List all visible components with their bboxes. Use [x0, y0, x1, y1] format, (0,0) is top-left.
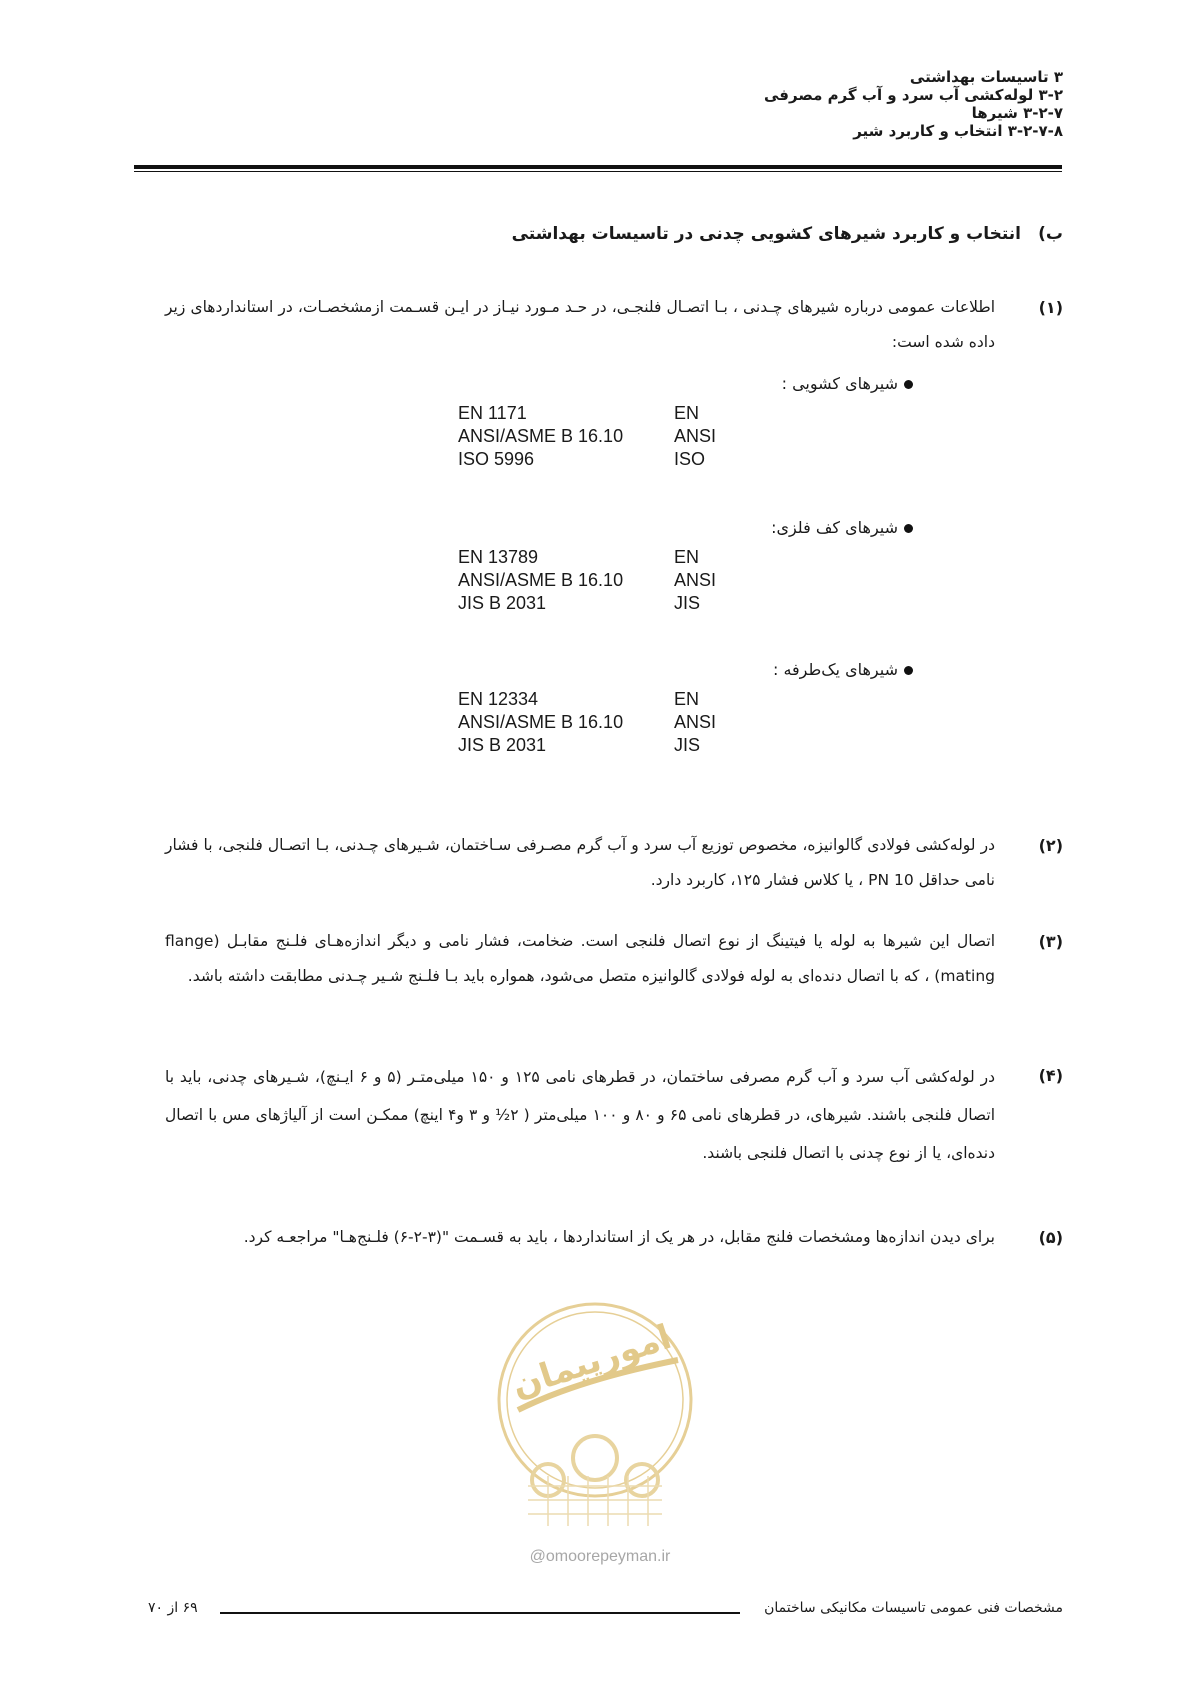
- header-line-2: ۳-۲ لوله‌کشی آب سرد و آب گرم مصرفی: [763, 86, 1063, 104]
- standard-codes: [458, 688, 623, 757]
- header-line-4: ۳-۲-۷-۸ انتخاب و کاربرد شیر: [853, 122, 1063, 140]
- footer-title: مشخصات فنی عمومی تاسیسات مکانیکی ساختمان: [764, 1600, 1063, 1616]
- item-number: (۵): [1038, 1228, 1063, 1247]
- item-text: اتصال این شیرها به لوله یا فیتینگ از نوع اتصال فلنجی است. ضخامت، فشار نامی و دیگر اندازه‌هـای فلـنج مقابـل (flange mating) ، که با اتصال دنده‌ای به لوله فولادی گالوانیزه متصل می‌شود، همواره باید بـا فلـنج شـیر چـدنی مطابقت داشته باشد.: [165, 932, 995, 985]
- watermark-url: @omoorepeyman.ir: [529, 1548, 671, 1565]
- item-number: (۳): [1038, 932, 1063, 951]
- header-line-1: ۳ تاسیسات بهداشتی: [909, 68, 1063, 86]
- standard-body: JIS: [674, 593, 701, 613]
- bullet-label: شیرهای کف فلزی:: [771, 518, 898, 537]
- item-text: در لوله‌کشی آب سرد و آب گرم مصرفی ساختمان، در قطرهای نامی ۱۲۵ و ۱۵۰ میلی‌متـر (۵ و ۶ ایـنچ)، شـیرهای چدنی، باید با اتصال فلنجی باشند. شیرهای، در قطرهای نامی ۶۵ و ۸۰ و ۱۰۰ میلی‌متر ( ۲½ و ۳ و۴ اینچ) ممکـن است از آلیاژهای مس با اتصال دنده‌ای، یا از نوع چدنی با اتصال فلنجی باشند.: [165, 1068, 995, 1162]
- bullet-dot-icon: [904, 524, 913, 533]
- item-number: (۲): [1038, 836, 1063, 855]
- standard-body: ANSI: [674, 426, 717, 446]
- bullet-group-2: [771, 518, 913, 537]
- header-line-3: ۳-۲-۷ شیرها: [971, 104, 1063, 122]
- bullet-group-1: [782, 374, 913, 393]
- standard-code: JIS B 2031: [458, 735, 547, 755]
- bullet-group-3: [773, 660, 913, 679]
- watermark-logo-text: امورپیمان: [507, 1317, 677, 1407]
- standard-code: ANSI/ASME B 16.10: [458, 712, 624, 732]
- footer-divider: [220, 1612, 740, 1614]
- standard-codes: [458, 402, 623, 471]
- bullet-dot-icon: [904, 380, 913, 389]
- page-header: [463, 68, 1063, 140]
- standard-code: EN 12334: [458, 689, 539, 709]
- standard-code: ANSI/ASME B 16.10: [458, 570, 624, 590]
- header-divider-thin: [134, 171, 1062, 172]
- standard-body: ISO: [674, 449, 706, 469]
- item-text: برای دیدن اندازه‌ها ومشخصات فلنج مقابل، در هر یک از استانداردها ، باید به قسـمت "(۳-۲-۶) فلـنج‌هـا" مراجعـه کرد.: [243, 1228, 995, 1246]
- standard-body: JIS: [674, 735, 701, 755]
- standard-code: EN 13789: [458, 547, 539, 567]
- section-title-text: انتخاب و کاربرد شیرهای کشویی چدنی در تاسیسات بهداشتی: [511, 224, 1021, 244]
- standard-bodies: [674, 402, 716, 471]
- standard-bodies: [674, 546, 716, 615]
- bullet-label: شیرهای یک‌طرفه :: [772, 660, 898, 679]
- standard-body: ANSI: [674, 570, 717, 590]
- page-number: ۶۹ از ۷۰: [148, 1600, 198, 1616]
- bullet-label: شیرهای کشویی :: [781, 374, 898, 393]
- section-title: [263, 224, 1063, 244]
- item-text: اطلاعات عمومی درباره شیرهای چـدنی ، بـا اتصـال فلنجـی، در حـد مـورد نیـاز در ایـن قسـمت ازمشخصـات، در استانداردهای زیر داده شده است:: [165, 298, 995, 351]
- standard-body: EN: [674, 689, 700, 709]
- section-marker: ب): [1038, 224, 1063, 244]
- standard-body: ANSI: [674, 712, 717, 732]
- header-divider-thick: [134, 165, 1062, 169]
- standard-code: JIS B 2031: [458, 593, 547, 613]
- standard-code: EN 1171: [458, 403, 527, 423]
- standard-body: EN: [674, 547, 700, 567]
- bullet-dot-icon: [904, 666, 913, 675]
- standard-bodies: [674, 688, 716, 757]
- standard-codes: [458, 546, 623, 615]
- standard-code: ANSI/ASME B 16.10: [458, 426, 624, 446]
- item-text: در لوله‌کشی فولادی گالوانیزه، مخصوص توزیع آب سرد و آب گرم مصـرفی سـاختمان، شـیرهای چـدنی، بـا اتصـال فلنجی، با فشار نامی حداقل PN 10 ، یا کلاس فشار ۱۲۵، کاربرد دارد.: [165, 836, 995, 889]
- standard-body: EN: [674, 403, 700, 423]
- standard-code: ISO 5996: [458, 449, 535, 469]
- item-number: (۴): [1038, 1066, 1063, 1085]
- item-number: (۱): [1038, 298, 1063, 317]
- watermark-logo: [488, 1290, 702, 1550]
